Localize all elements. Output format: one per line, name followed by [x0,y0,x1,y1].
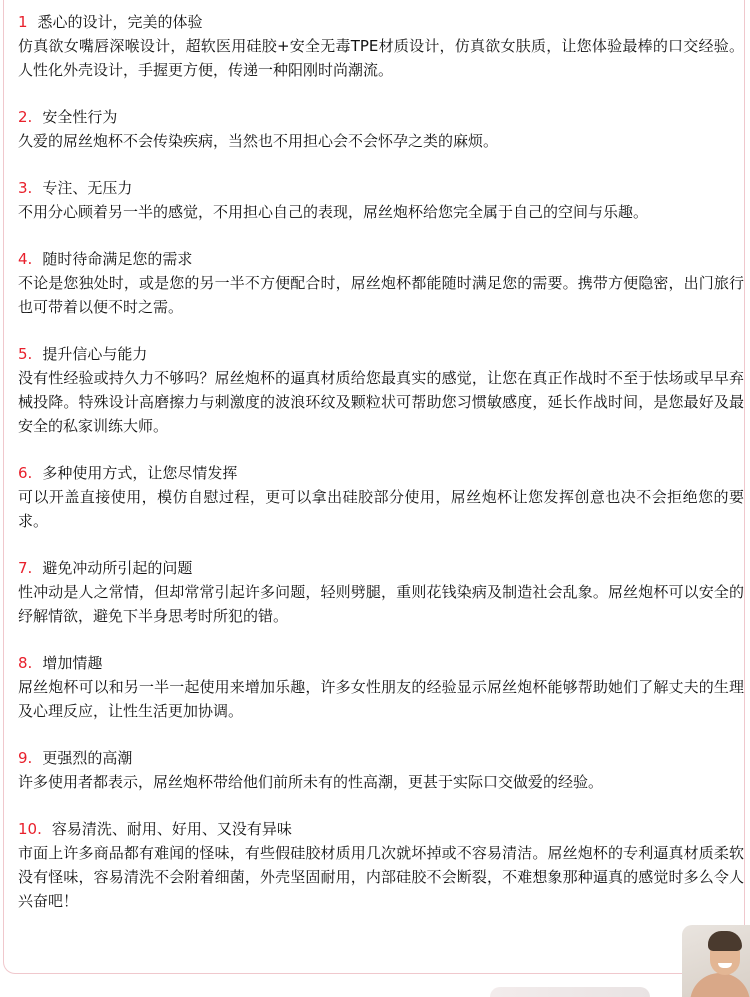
feature-list [18,10,744,936]
item-body: 市面上许多商品都有难闻的怪味，有些假硅胶材质用几次就坏掉或不容易清洁。屌丝炮杯的专利逼真材质柔软没有怪味，容易清洗不会附着细菌，外壳坚固耐用，内部硅胶不会断裂，不难想象那种逼真的感觉时多么令人兴奋吧！ [18,844,744,910]
item-heading [18,247,744,271]
item-heading [18,105,744,129]
item-heading [18,461,744,485]
item-body: 久爱的屌丝炮杯不会传染疾病，当然也不用担心会不会怀孕之类的麻烦。 [18,132,499,150]
item-number: 7. [18,559,33,577]
list-item [18,556,744,628]
photo-hair-shape [708,931,742,951]
item-title: 专注、无压力 [42,179,133,197]
item-number: 8. [18,654,33,672]
item-heading [18,556,744,580]
list-item [18,10,744,82]
item-heading [18,651,744,675]
list-item [18,461,744,533]
item-body: 不用分心顾着另一半的感觉，不用担心自己的表现，屌丝炮杯给您完全属于自己的空间与乐趣。 [18,203,649,221]
item-number: 5. [18,345,33,363]
list-item [18,342,744,438]
item-title: 随时待命满足您的需求 [42,250,193,268]
item-heading [18,176,744,200]
photo-shoulder-shape [690,973,750,997]
item-title: 多种使用方式，让您尽情发挥 [42,464,238,482]
item-number: 3. [18,179,33,197]
bottom-decoration [490,987,650,997]
item-number: 9. [18,749,33,767]
item-body: 许多使用者都表示，屌丝炮杯带给他们前所未有的性高潮，更甚于实际口交做爱的经验。 [18,773,604,791]
item-number: 1 [18,13,28,31]
item-title: 容易清洗、耐用、好用、又没有异味 [51,820,292,838]
item-title: 悉心的设计，完美的体验 [37,13,203,31]
item-number: 4. [18,250,33,268]
item-heading [18,746,744,770]
item-title: 增加情趣 [42,654,103,672]
item-heading [18,817,744,841]
item-title: 安全性行为 [42,108,118,126]
item-body: 没有性经验或持久力不够吗？屌丝炮杯的逼真材质给您最真实的感觉，让您在真正作战时不至于怯场或早早弃械投降。特殊设计高磨擦力与刺激度的波浪环纹及颗粒状可帮助您习惯敏感度，延长作战时间，是您最好及最安全的私家训练大师。 [18,369,744,435]
item-title: 避免冲动所引起的问题 [42,559,193,577]
item-body: 性冲动是人之常情，但却常常引起许多问题，轻则劈腿，重则花钱染病及制造社会乱象。屌丝炮杯可以安全的纾解情欲，避免下半身思考时所犯的错。 [18,583,744,625]
list-item [18,746,744,794]
item-number: 10. [18,820,42,838]
feature-list-panel [3,0,745,974]
list-item [18,817,744,913]
item-body: 不论是您独处时，或是您的另一半不方便配合时，屌丝炮杯都能随时满足您的需要。携带方便隐密，出门旅行也可带着以便不时之需。 [18,274,744,316]
item-body: 可以开盖直接使用，模仿自慰过程，更可以拿出硅胶部分使用，屌丝炮杯让您发挥创意也决不会拒绝您的要求。 [18,488,744,530]
item-number: 6. [18,464,33,482]
list-item [18,105,744,153]
model-photo [682,925,750,997]
item-title: 提升信心与能力 [42,345,148,363]
item-number: 2. [18,108,33,126]
item-heading [18,342,744,366]
list-item [18,176,744,224]
item-title: 更强烈的高潮 [42,749,133,767]
list-item [18,247,744,319]
item-body: 仿真欲女嘴唇深喉设计，超软医用硅胶+安全无毒TPE材质设计，仿真欲女肤质，让您体验最棒的口交经验。人性化外壳设计，手握更方便，传递一种阳刚时尚潮流。 [18,37,744,79]
item-body: 屌丝炮杯可以和另一半一起使用来增加乐趣，许多女性朋友的经验显示屌丝炮杯能够帮助她们了解丈夫的生理及心理反应，让性生活更加协调。 [18,678,744,720]
list-item [18,651,744,723]
item-heading [18,10,744,34]
